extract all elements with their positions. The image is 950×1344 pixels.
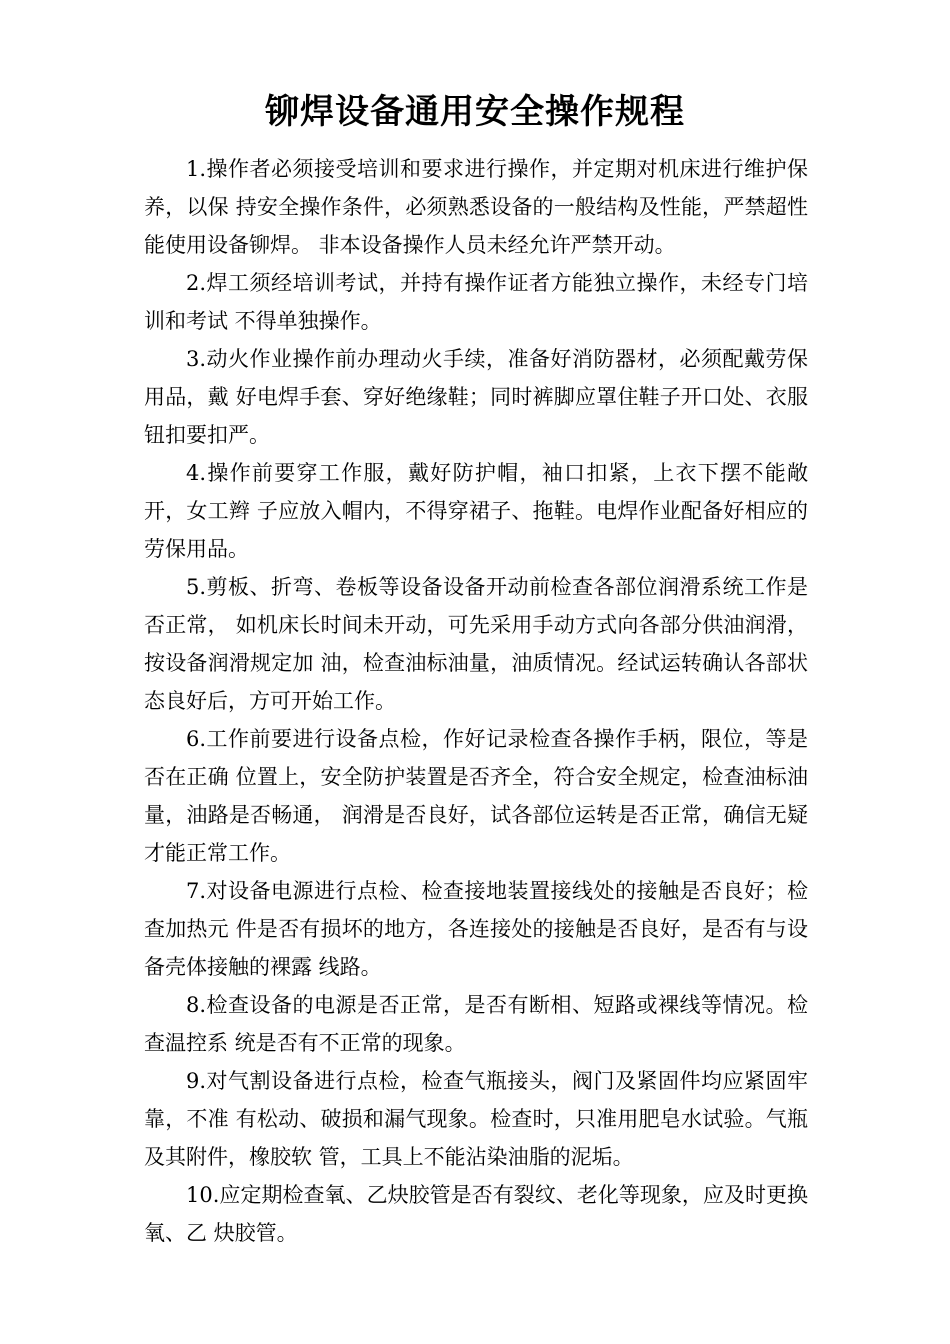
rule-paragraph-1: 1.操作者必须接受培训和要求进行操作，并定期对机床进行维护保养，以保 持安全操作条件，必须熟悉设备的一般结构及性能，严禁超性能使用设备铆焊。 非本设备操作人员未经允许严禁开动。 (144, 157, 808, 257)
rule-paragraph-8: 8.检查设备的电源是否正常，是否有断相、短路或裸线等情况。检查温控系 统是否有不正常的现象。 (144, 993, 808, 1055)
rule-paragraph-6: 6.工作前要进行设备点检，作好记录检查各操作手柄，限位，等是否在正确 位置上，安全防护装置是否齐全，符合安全规定，检查油标油量，油路是否畅通， 润滑是否良好，试各部位运转是否正常，确信无疑才能正常工作。 (144, 727, 808, 865)
rule-paragraph-7: 7.对设备电源进行点检、检查接地装置接线处的接触是否良好；检查加热元 件是否有损坏的地方，各连接处的接触是否良好，是否有与设备壳体接触的裸露 线路。 (144, 879, 808, 979)
rule-paragraph-9: 9.对气割设备进行点检，检查气瓶接头，阀门及紧固件均应紧固牢靠，不准 有松动、破损和漏气现象。检查时，只准用肥皂水试验。气瓶及其附件，橡胶软 管，工具上不能沾染油脂的泥垢。 (144, 1069, 808, 1169)
rule-paragraph-5: 5.剪板、折弯、卷板等设备设备开动前检查各部位润滑系统工作是否正常， 如机床长时间未开动，可先采用手动方式向各部分供油润滑，按设备润滑规定加 油，检查油标油量，油质情况。经试运转确认各部状态良好后，方可开始工作。 (144, 575, 808, 713)
rule-paragraph-2: 2.焊工须经培训考试，并持有操作证者方能独立操作，未经专门培训和考试 不得单独操作。 (144, 271, 808, 333)
rule-paragraph-3: 3.动火作业操作前办理动火手续，准备好消防器材，必须配戴劳保用品，戴 好电焊手套、穿好绝缘鞋；同时裤脚应罩住鞋子开口处、衣服钮扣要扣严。 (144, 347, 808, 447)
document-body (144, 150, 808, 1252)
rule-paragraph-10: 10.应定期检查氧、乙炔胶管是否有裂纹、老化等现象，应及时更换氧、乙 炔胶管。 (144, 1183, 808, 1245)
rule-paragraph-4: 4.操作前要穿工作服，戴好防护帽，袖口扣紧，上衣下摆不能敞开，女工辫 子应放入帽内，不得穿裙子、拖鞋。电焊作业配备好相应的劳保用品。 (144, 461, 808, 561)
document-title: 铆焊设备通用安全操作规程 (265, 92, 685, 132)
